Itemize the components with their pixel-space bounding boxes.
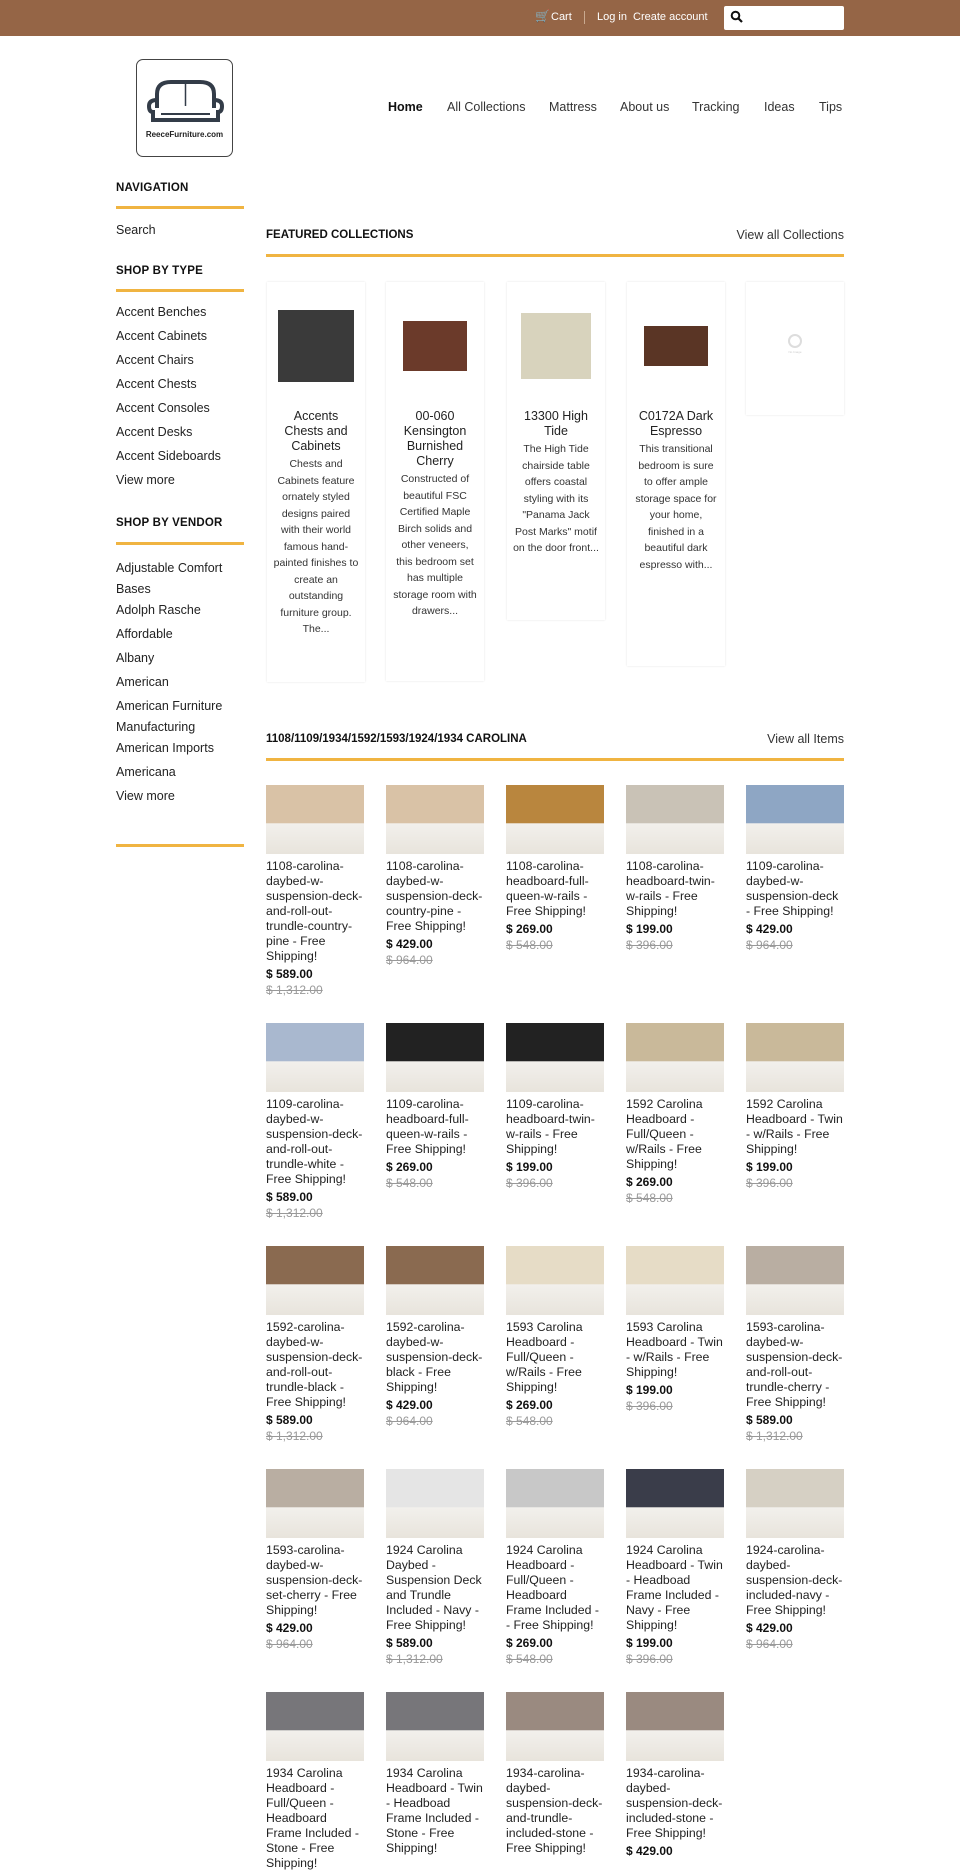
product-price: $ 269.00: [506, 1398, 553, 1412]
product-image[interactable]: [626, 1246, 724, 1315]
product-price: $ 269.00: [386, 1160, 433, 1174]
product-card[interactable]: [386, 1246, 484, 1428]
product-title[interactable]: 1592-carolina-daybed-w-suspension-deck-black - Free Shipping!: [386, 1320, 483, 1394]
product-grid: [266, 785, 846, 1871]
product-price: $ 429.00: [386, 937, 433, 951]
sidebar-heading-vendor: SHOP BY VENDOR: [116, 517, 223, 529]
product-card[interactable]: [626, 785, 724, 952]
sidebar-item-type[interactable]: View more: [116, 473, 175, 487]
collection-image-area: [267, 282, 365, 409]
product-price: $ 429.00: [386, 1398, 433, 1412]
divider: [116, 289, 244, 292]
product-price: $ 589.00: [266, 1190, 313, 1204]
product-image[interactable]: [626, 785, 724, 854]
collection-description: This transitional bedroom is sure to offer ample storage space for your home, finished in a beautiful dark espresso with...: [635, 443, 717, 571]
product-original-price: $ 1,312.00: [746, 1429, 803, 1443]
collection-image: [403, 321, 467, 371]
create-account-link[interactable]: Create account: [633, 11, 708, 23]
product-image[interactable]: [386, 1023, 484, 1092]
nav-home[interactable]: Home: [388, 100, 423, 114]
product-original-price: $ 548.00: [506, 1414, 553, 1428]
divider: [266, 254, 844, 257]
product-price: $ 199.00: [506, 1160, 553, 1174]
logo-text: ReeceFurniture.com: [145, 130, 224, 139]
collection-title[interactable]: 13300 High Tide: [524, 409, 588, 438]
product-image[interactable]: [746, 1246, 844, 1315]
sidebar-heading-type: SHOP BY TYPE: [116, 265, 203, 277]
divider: [266, 758, 844, 761]
collection-title[interactable]: 00-060 Kensington Burnished Cherry: [403, 409, 467, 468]
product-title[interactable]: 1108-carolina-headboard-full-queen-w-rails - Free Shipping!: [506, 859, 589, 918]
view-all-collections-link[interactable]: View all Collections: [736, 228, 844, 242]
sidebar-item-vendor[interactable]: Affordable: [116, 627, 173, 641]
product-original-price: $ 548.00: [506, 938, 553, 952]
product-original-price: $ 396.00: [626, 938, 673, 952]
collection-heading: 1108/1109/1934/1592/1593/1924/1934 CAROLINA: [266, 733, 527, 745]
product-card[interactable]: [626, 1023, 724, 1205]
product-card[interactable]: [506, 1023, 604, 1190]
product-price: $ 429.00: [746, 1621, 793, 1635]
no-image-label: No Image: [788, 350, 802, 354]
product-image[interactable]: [506, 785, 604, 854]
product-original-price: $ 396.00: [626, 1652, 673, 1666]
product-title[interactable]: 1593-carolina-daybed-w-suspension-deck-set-cherry - Free Shipping!: [266, 1543, 363, 1617]
product-card[interactable]: [746, 1246, 844, 1443]
collection-description: Chests and Cabinets feature ornately styled designs paired with their world famous hand-painted finishes to create an outstanding furniture group. The...: [273, 458, 359, 635]
collection-title[interactable]: C0172A Dark Espresso: [638, 409, 714, 438]
login-link[interactable]: Log in: [597, 11, 627, 23]
nav-ideas[interactable]: Ideas: [764, 100, 795, 114]
product-title[interactable]: 1593-carolina-daybed-w-suspension-deck-and-roll-out-trundle-cherry - Free Shipping!: [746, 1320, 843, 1409]
product-title[interactable]: 1592 Carolina Headboard - Twin - w/Rails - Free Shipping!: [746, 1097, 843, 1156]
product-image[interactable]: [266, 1023, 364, 1092]
collection-card[interactable]: [627, 282, 725, 666]
product-price: $ 589.00: [386, 1636, 433, 1650]
sidebar-item-search[interactable]: Search: [116, 223, 156, 237]
product-image[interactable]: [266, 1246, 364, 1315]
product-price: $ 199.00: [626, 1636, 673, 1650]
product-card[interactable]: [266, 1023, 364, 1220]
product-image[interactable]: [626, 1692, 724, 1761]
collection-description: The High Tide chairside table offers coastal styling with its "Panama Jack Post Marks" motif on the door front...: [513, 443, 599, 554]
product-original-price: $ 396.00: [626, 1399, 673, 1413]
search-icon: [730, 10, 744, 24]
product-image[interactable]: [506, 1469, 604, 1538]
product-title[interactable]: 1592-carolina-daybed-w-suspension-deck-and-roll-out-trundle-black - Free Shipping!: [266, 1320, 363, 1409]
nav-tips[interactable]: Tips: [819, 100, 843, 114]
product-original-price: $ 964.00: [746, 938, 793, 952]
product-card[interactable]: [506, 1469, 604, 1666]
product-image[interactable]: [266, 1692, 364, 1761]
product-image[interactable]: [266, 1469, 364, 1538]
collection-card[interactable]: [267, 282, 365, 682]
product-title[interactable]: 1934-carolina-daybed-suspension-deck-included-stone - Free Shipping!: [626, 1766, 723, 1840]
product-title[interactable]: 1109-carolina-headboard-twin-w-rails - Free Shipping!: [506, 1097, 595, 1156]
product-image[interactable]: [626, 1023, 724, 1092]
nav-about-us[interactable]: About us: [620, 100, 670, 114]
product-original-price: $ 964.00: [386, 953, 433, 967]
product-image[interactable]: [386, 1246, 484, 1315]
product-original-price: $ 548.00: [626, 1191, 673, 1205]
collection-title[interactable]: Accents Chests and Cabinets: [284, 409, 348, 453]
collection-image-area: [386, 282, 484, 409]
product-price: $ 429.00: [266, 1621, 313, 1635]
cart-icon[interactable]: 🛒: [535, 9, 550, 23]
sidebar-item-vendor[interactable]: Americana: [116, 765, 176, 779]
search-input[interactable]: [724, 6, 844, 30]
product-price: $ 589.00: [266, 1413, 313, 1427]
product-card[interactable]: [266, 785, 364, 997]
no-image-icon: [788, 334, 802, 348]
sidebar-item-type[interactable]: Accent Chairs: [116, 353, 194, 367]
sidebar-item-type[interactable]: Accent Consoles: [116, 401, 210, 415]
collection-card[interactable]: [746, 282, 844, 415]
featured-collections-heading: FEATURED COLLECTIONS: [266, 229, 414, 241]
product-original-price: $ 1,312.00: [266, 1206, 323, 1220]
product-image[interactable]: [506, 1023, 604, 1092]
product-price: $ 199.00: [626, 1383, 673, 1397]
product-card[interactable]: [506, 785, 604, 952]
cart-link[interactable]: Cart: [551, 11, 572, 23]
product-price: $ 429.00: [746, 922, 793, 936]
collection-image: [521, 313, 591, 379]
product-original-price: $ 548.00: [506, 1652, 553, 1666]
product-price: $ 589.00: [266, 967, 313, 981]
product-card[interactable]: [266, 1692, 364, 1871]
nav-tracking[interactable]: Tracking: [692, 100, 740, 114]
product-original-price: $ 1,312.00: [266, 983, 323, 997]
product-title[interactable]: 1108-carolina-headboard-twin-w-rails - Free Shipping!: [626, 859, 715, 918]
product-price: $ 589.00: [746, 1413, 793, 1427]
product-price: $ 269.00: [506, 922, 553, 936]
sidebar-item-vendor[interactable]: Adjustable Comfort Bases: [116, 561, 223, 596]
view-all-items-link[interactable]: View all Items: [767, 732, 844, 746]
product-card[interactable]: [386, 1469, 484, 1666]
product-card[interactable]: [266, 1246, 364, 1443]
product-price: $ 199.00: [626, 922, 673, 936]
product-card[interactable]: [506, 1246, 604, 1428]
sidebar-item-type[interactable]: Accent Cabinets: [116, 329, 208, 343]
collection-image: [278, 310, 354, 382]
product-image[interactable]: [746, 1023, 844, 1092]
product-card[interactable]: [506, 1692, 604, 1856]
product-title[interactable]: 1108-carolina-daybed-w-suspension-deck-and-roll-out-trundle-country-pine - Free Shipping!: [266, 859, 363, 963]
sidebar-item-type[interactable]: Accent Benches: [116, 305, 207, 319]
product-image[interactable]: [506, 1246, 604, 1315]
divider: [116, 206, 244, 209]
product-image[interactable]: [746, 785, 844, 854]
product-card[interactable]: [746, 1023, 844, 1190]
sidebar-item-vendor[interactable]: View more: [116, 789, 175, 803]
product-title[interactable]: 1108-carolina-daybed-w-suspension-deck-country-pine - Free Shipping!: [386, 859, 483, 933]
collection-image-area: [507, 282, 605, 409]
product-image[interactable]: [266, 785, 364, 854]
product-image[interactable]: [386, 1469, 484, 1538]
sidebar-item-vendor[interactable]: Albany: [116, 651, 155, 665]
divider: [116, 844, 244, 847]
product-title[interactable]: 1924 Carolina Daybed - Suspension Deck and Trundle Included - Navy - Free Shipping!: [386, 1543, 482, 1632]
product-card[interactable]: [626, 1246, 724, 1413]
collection-card[interactable]: [507, 282, 605, 620]
product-original-price: $ 396.00: [746, 1176, 793, 1190]
product-title[interactable]: 1934-carolina-daybed-suspension-deck-and-trundle-included-stone - Free Shipping!: [506, 1766, 603, 1855]
logo[interactable]: [136, 59, 233, 157]
divider: [116, 542, 244, 545]
sidebar-item-vendor[interactable]: Adolph Rasche: [116, 603, 201, 617]
product-title[interactable]: 1924 Carolina Headboard - Twin - Headboad Frame Included - Navy - Free Shipping!: [626, 1543, 723, 1632]
product-image[interactable]: [626, 1469, 724, 1538]
product-title[interactable]: 1593 Carolina Headboard - Twin - w/Rails - Free Shipping!: [626, 1320, 723, 1379]
sidebar-heading-navigation: NAVIGATION: [116, 182, 189, 194]
product-card[interactable]: [266, 1469, 364, 1651]
product-original-price: $ 964.00: [266, 1637, 313, 1651]
product-image[interactable]: [386, 785, 484, 854]
product-image[interactable]: [506, 1692, 604, 1761]
sidebar-item-type[interactable]: Accent Desks: [116, 425, 193, 439]
product-original-price: $ 1,312.00: [386, 1652, 443, 1666]
product-title[interactable]: 1592 Carolina Headboard - Full/Queen - w/Rails - Free Shipping!: [626, 1097, 703, 1171]
top-bar: [0, 0, 960, 36]
product-original-price: $ 396.00: [506, 1176, 553, 1190]
product-title[interactable]: 1109-carolina-daybed-w-suspension-deck - Free Shipping!: [746, 859, 839, 918]
product-card[interactable]: [746, 1469, 844, 1651]
product-price: $ 269.00: [626, 1175, 673, 1189]
sofa-icon: [137, 68, 234, 128]
nav-mattress[interactable]: Mattress: [549, 100, 597, 114]
product-title[interactable]: 1109-carolina-daybed-w-suspension-deck-and-roll-out-trundle-white - Free Shipping!: [266, 1097, 363, 1186]
product-card[interactable]: [626, 1469, 724, 1666]
product-image[interactable]: [746, 1469, 844, 1538]
product-original-price: $ 964.00: [746, 1637, 793, 1651]
collection-card[interactable]: [386, 282, 484, 681]
sidebar-item-vendor[interactable]: American: [116, 675, 169, 689]
collection-image: [644, 326, 708, 366]
product-card[interactable]: [746, 785, 844, 952]
sidebar-item-vendor[interactable]: American Furniture Manufacturing: [116, 699, 223, 734]
product-title[interactable]: 1109-carolina-headboard-full-queen-w-rails - Free Shipping!: [386, 1097, 469, 1156]
product-original-price: $ 1,312.00: [266, 1429, 323, 1443]
product-card[interactable]: [626, 1692, 724, 1858]
product-card[interactable]: [386, 1023, 484, 1190]
product-title[interactable]: 1934 Carolina Headboard - Full/Queen - Headboard Frame Included - Stone - Free Shipping!: [266, 1766, 359, 1870]
sidebar-item-type[interactable]: Accent Sideboards: [116, 449, 221, 463]
product-image[interactable]: [386, 1692, 484, 1761]
collection-image-area: [627, 282, 725, 409]
product-price: $ 429.00: [626, 1844, 673, 1858]
product-original-price: $ 548.00: [386, 1176, 433, 1190]
collection-image-area: [746, 282, 844, 409]
product-price: $ 269.00: [506, 1636, 553, 1650]
product-price: $ 199.00: [746, 1160, 793, 1174]
collection-description: Constructed of beautiful FSC Certified Maple Birch solids and other veneers, this bedroom set has multiple storage room with drawers...: [393, 473, 477, 617]
product-title[interactable]: 1924-carolina-daybed-suspension-deck-included-navy - Free Shipping!: [746, 1543, 843, 1617]
product-original-price: $ 964.00: [386, 1414, 433, 1428]
product-title[interactable]: 1934 Carolina Headboard - Twin - Headboad Frame Included - Stone - Free Shipping!: [386, 1766, 483, 1855]
nav-all-collections[interactable]: All Collections: [447, 100, 526, 114]
divider: [584, 11, 585, 24]
sidebar-item-vendor[interactable]: American Imports: [116, 741, 214, 755]
product-title[interactable]: 1593 Carolina Headboard - Full/Queen - w/Rails - Free Shipping!: [506, 1320, 583, 1394]
sidebar-item-type[interactable]: Accent Chests: [116, 377, 197, 391]
product-card[interactable]: [386, 785, 484, 967]
product-title[interactable]: 1924 Carolina Headboard - Full/Queen - Headboard Frame Included - - Free Shipping!: [506, 1543, 599, 1632]
product-card[interactable]: [386, 1692, 484, 1856]
